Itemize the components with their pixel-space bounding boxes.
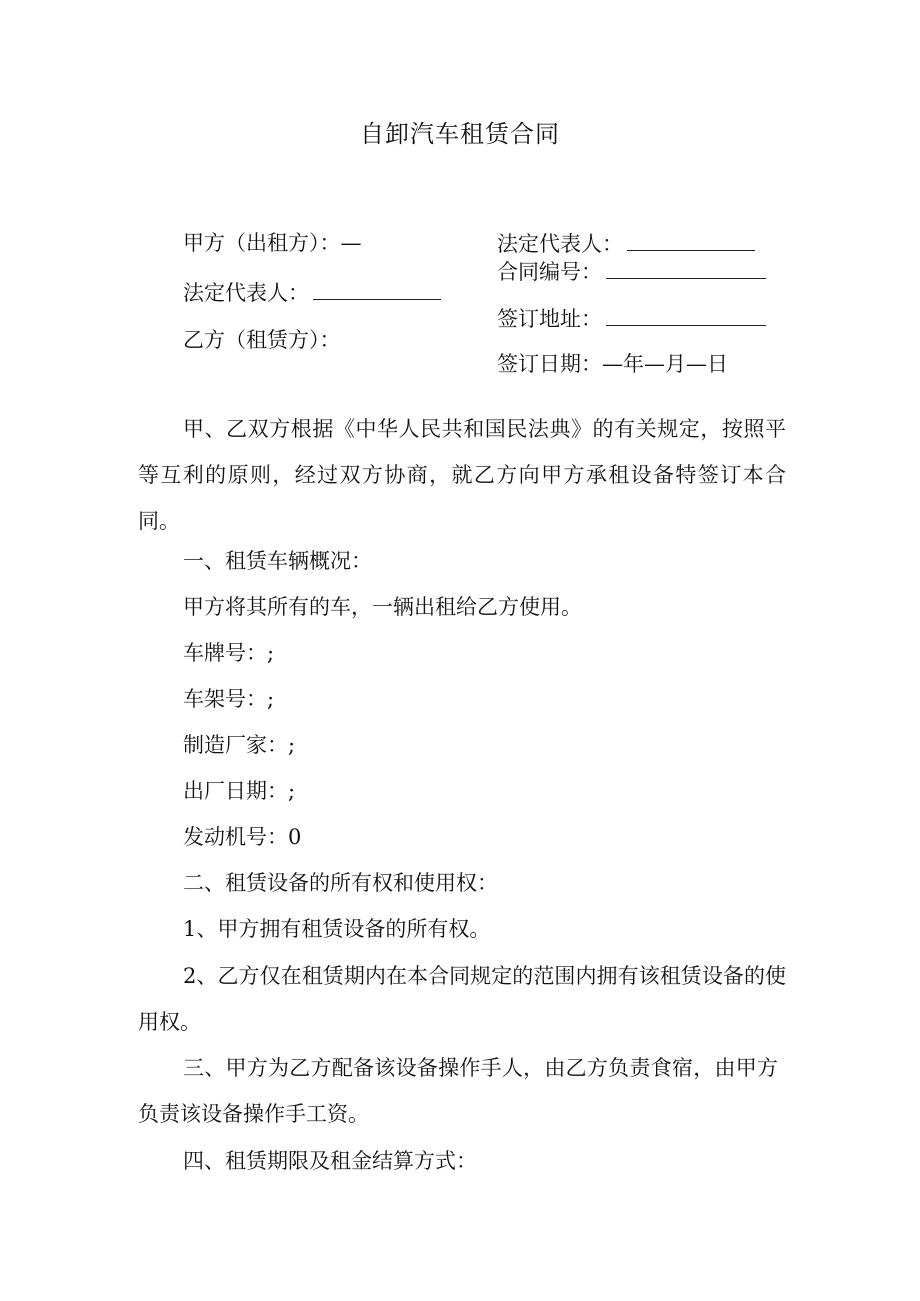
section2-heading: 二、租赁设备的所有权和使用权：	[183, 871, 498, 895]
plate-no-line: 车牌号：;	[183, 641, 275, 665]
intro-paragraph: 甲、乙双方根据《中华人民共和国民法典》的有关规定，按照平等互利的原则，经过双方协商，就乙方向甲方承租设备特签订本合同。	[138, 417, 786, 533]
sign-date-line	[497, 349, 728, 379]
section4-heading: 四、租赁期限及租金结算方式：	[183, 1149, 477, 1173]
party-a-line	[183, 228, 362, 258]
sign-date-label: 签订日期：—年—月—日	[497, 352, 728, 376]
document-title: 自卸汽车租赁合同	[360, 120, 560, 148]
party-a-label: 甲方（出租方）：—	[183, 231, 362, 255]
party-b-line	[183, 325, 341, 355]
sign-place-line	[497, 304, 766, 334]
contract-no-blank	[606, 260, 766, 279]
party-b-label: 乙方（租赁方）：	[183, 328, 341, 352]
right-legal-rep-blank	[627, 232, 755, 251]
section1-heading: 一、租赁车辆概况：	[183, 549, 372, 573]
factory-date-line: 出厂日期：;	[183, 779, 296, 803]
section3-text: 三、甲方为乙方配备该设备操作手人，由乙方负责食宿，由甲方负责该设备操作手工资。	[138, 1056, 778, 1126]
section2-item1: 1、甲方拥有租赁设备的所有权。	[183, 917, 491, 941]
party-a-legal-rep-line	[183, 278, 441, 308]
party-a-legal-rep-label: 法定代表人：	[183, 281, 309, 305]
right-legal-rep-label: 法定代表人：	[497, 232, 623, 256]
section1-line1: 甲方将其所有的车，一辆出租给乙方使用。	[183, 595, 582, 619]
frame-no-line: 车架号：;	[183, 687, 275, 711]
contract-no-line	[497, 257, 766, 287]
engine-no-line: 发动机号：0	[183, 825, 302, 849]
right-legal-rep-line	[497, 229, 755, 259]
party-a-legal-rep-blank	[313, 281, 441, 300]
sign-place-label: 签订地址：	[497, 307, 602, 331]
sign-place-blank	[606, 307, 766, 326]
manufacturer-line: 制造厂家：;	[183, 733, 296, 757]
contract-no-label: 合同编号：	[497, 260, 602, 284]
section2-item2: 2、乙方仅在租赁期内在本合同规定的范围内拥有该租赁设备的使用权。	[138, 964, 786, 1034]
